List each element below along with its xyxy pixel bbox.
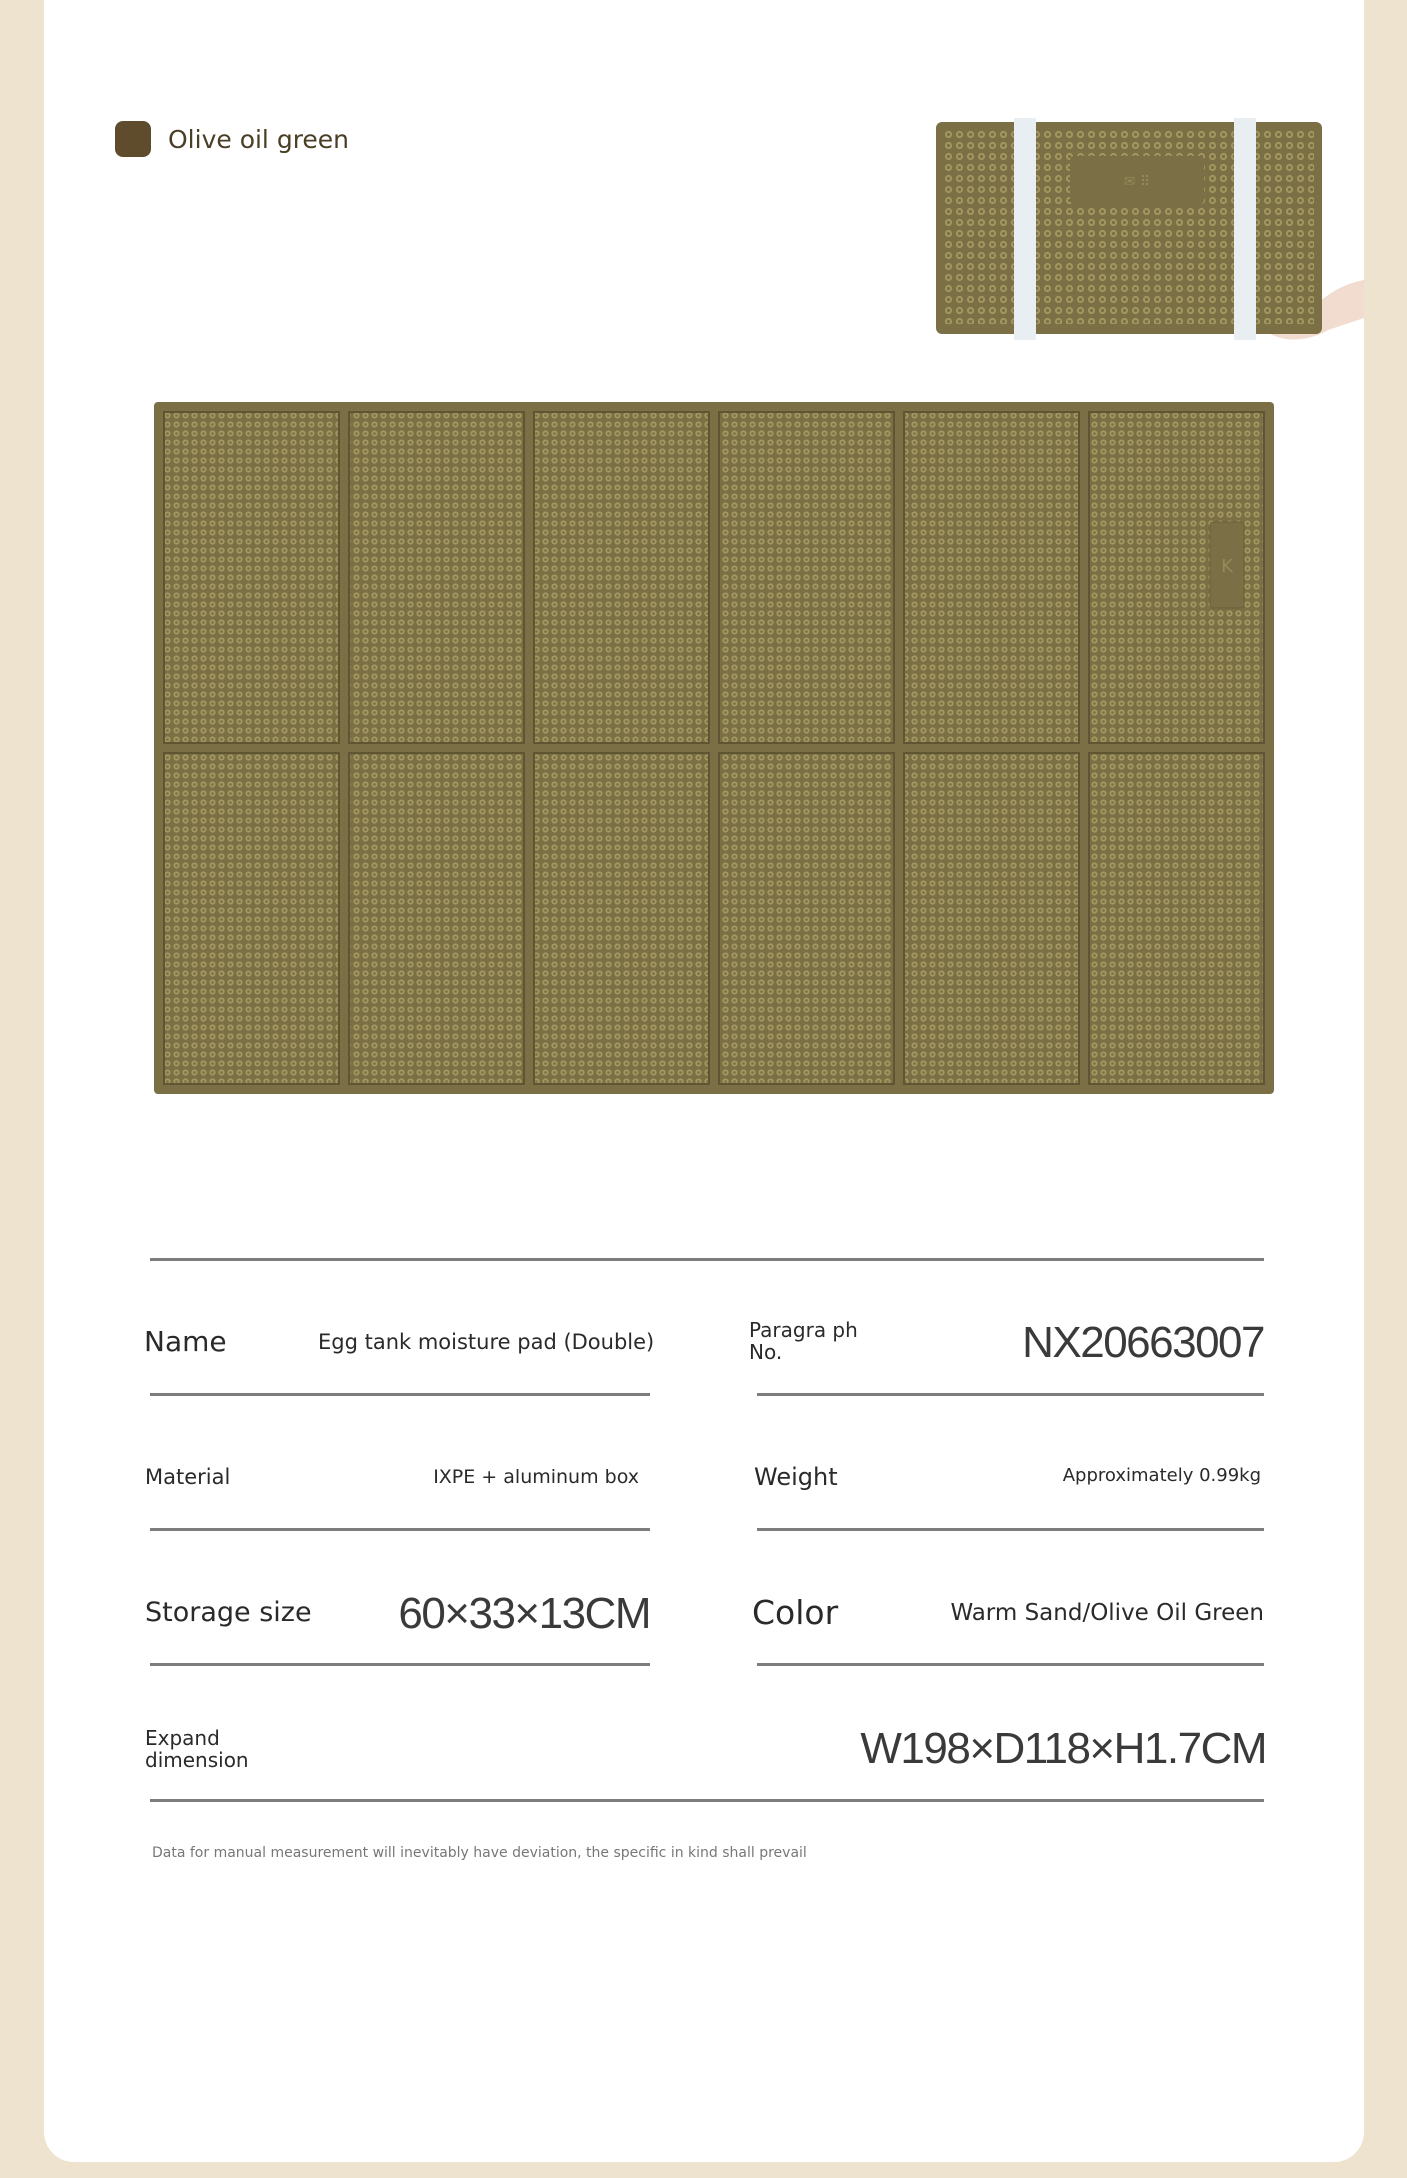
storage-label: Storage size [145, 1597, 312, 1628]
divider [150, 1393, 650, 1396]
measurement-note: Data for manual measurement will inevitably have deviation, the specific in kind shall prevail [152, 1845, 807, 1861]
pad-panel [904, 412, 1079, 743]
weight-label: Weight [754, 1463, 838, 1491]
divider [757, 1393, 1264, 1396]
swatch-label: Olive oil green [168, 124, 350, 154]
divider [757, 1663, 1264, 1666]
divider-bottom [150, 1799, 1264, 1802]
folded-pad-image [932, 118, 1364, 358]
color-value: Warm Sand/Olive Oil Green [950, 1600, 1264, 1626]
storage-value: 60×33×13CM [398, 1589, 650, 1638]
pad-panel [349, 412, 524, 743]
pad-panel [164, 753, 339, 1084]
name-label: Name [144, 1325, 227, 1358]
svg-text:✉ ⠿: ✉ ⠿ [1123, 174, 1151, 190]
pad-panel [1089, 753, 1264, 1084]
pad-panel [534, 412, 709, 743]
olive-color-swatch [115, 121, 151, 157]
color-swatch-row [115, 120, 349, 158]
model-value: NX20663007 [1022, 1318, 1264, 1367]
pad-panel [719, 753, 894, 1084]
divider [757, 1528, 1264, 1531]
divider [150, 1663, 650, 1666]
unfolded-pad-image [154, 402, 1274, 1094]
weight-value: Approximately 0.99kg [1062, 1465, 1261, 1486]
model-label: Paragra ph No. [749, 1318, 858, 1364]
pad-panel [164, 412, 339, 743]
divider [150, 1528, 650, 1531]
svg-text:K: K [1221, 556, 1233, 577]
material-label: Material [145, 1465, 231, 1489]
name-value: Egg tank moisture pad (Double) [318, 1330, 655, 1354]
expand-label: Expand dimension [145, 1726, 249, 1772]
pad-panel [719, 412, 894, 743]
expand-value: W198×D118×H1.7CM [860, 1724, 1266, 1773]
divider-top [150, 1258, 1264, 1261]
pad-panel [534, 753, 709, 1084]
pad-panel [904, 753, 1079, 1084]
color-label: Color [752, 1593, 839, 1632]
material-value: IXPE + aluminum box [433, 1466, 639, 1488]
pad-panel [349, 753, 524, 1084]
